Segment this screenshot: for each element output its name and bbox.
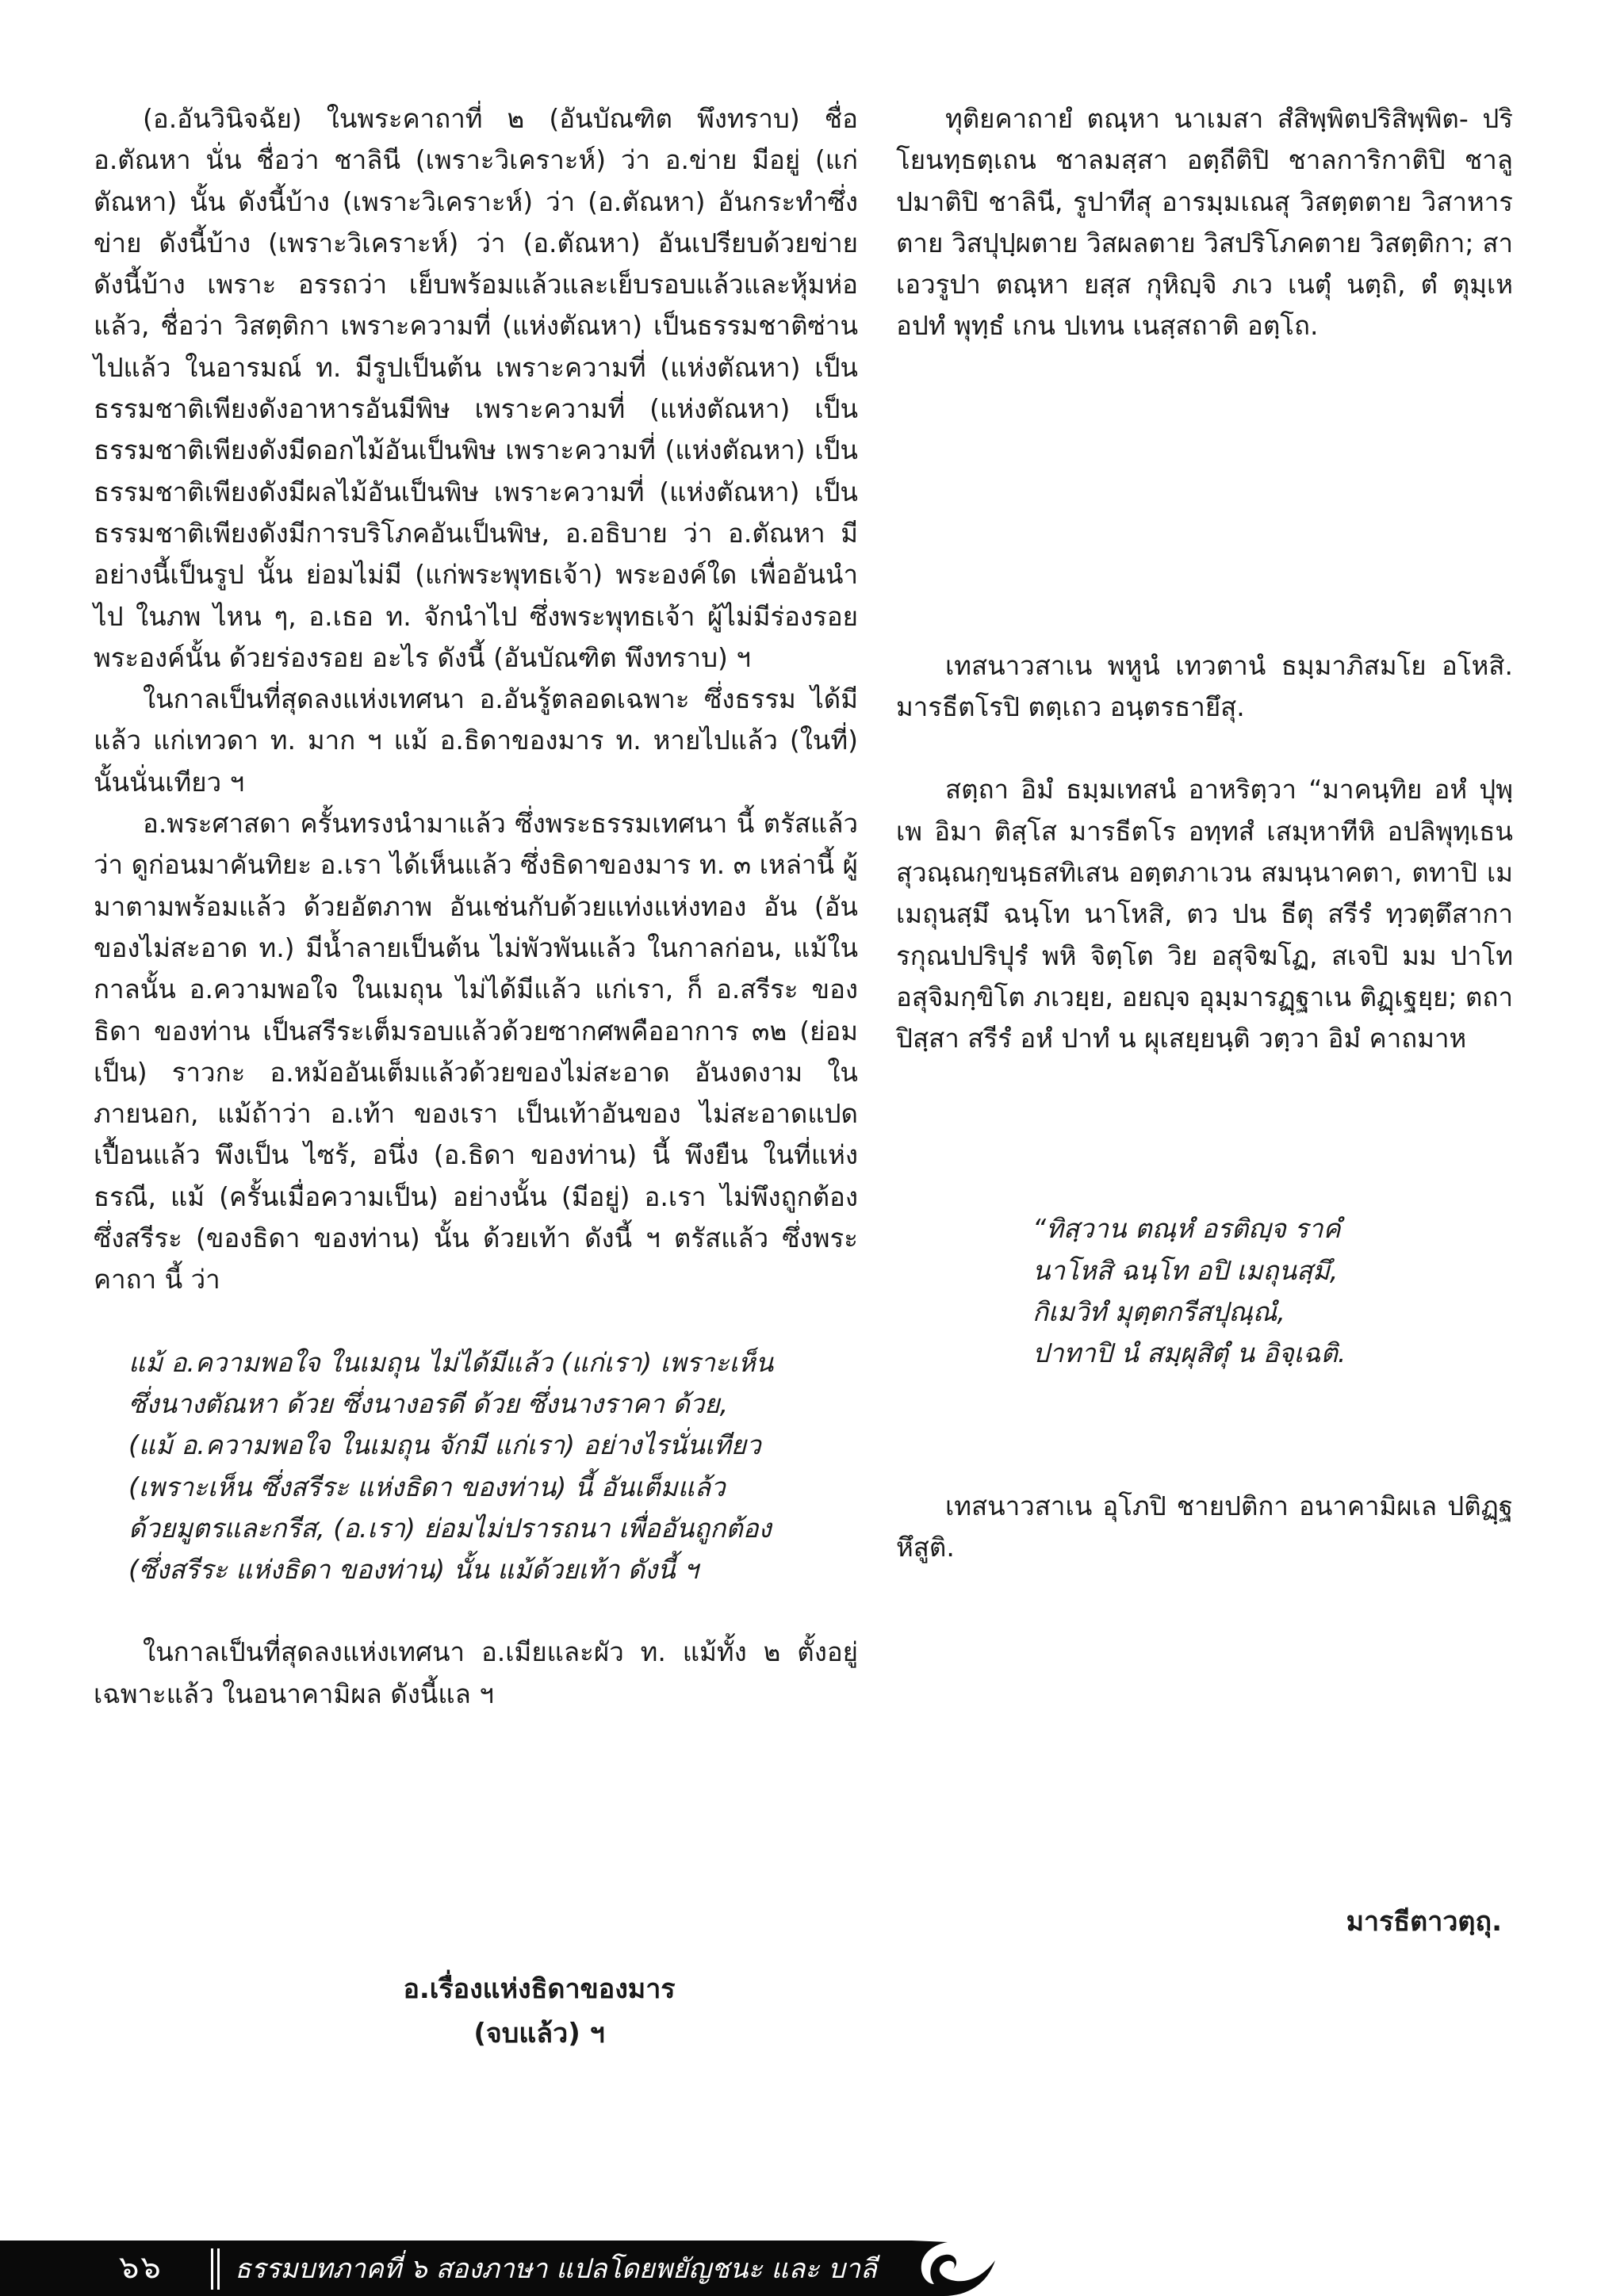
left-verse: แม้ อ.ความพอใจ ในเมถุน ไม่ได้มีแล้ว (แก่เรา) เพราะเห็น ซึ่งนางตัณหา ด้วย ซึ่งนางอรดี ด้วย ซึ่งนางราคา ด้วย, (แม้ อ.ความพอใจ ในเมถุน จักมี แก่เรา) อย่างไรนั่นเทียว (เพราะเห็น ซึ่งสรีระ แห่งธิดา ของท่าน) นี้ อันเต็มแล้ว ด้วยมูตรและกรีส, (อ.เรา) ย่อมไม่ปรารถนา เพื่ออันถูกต้อง (ซึ่งสรีระ แห่งธิดา ของท่าน) นั้น แม้ด้วยเท้า ดังนี้ ฯ <box>128 1346 774 1586</box>
flourish-ornament-icon <box>912 2241 999 2296</box>
spacer <box>94 1301 858 1342</box>
spacer <box>896 347 1513 645</box>
footer-divider <box>211 2248 213 2290</box>
left-paragraph-4: ในกาลเป็นที่สุดลงแห่งเทศนา อ.เมียและผัว ท. แม้ทั้ง ๒ ตั้งอยู่เฉพาะแล้ว ในอนาคามิผล ดังนี้แล ฯ <box>94 1636 858 1709</box>
right-paragraph-3: สตฺถา อิมํ ธมฺมเทสนํ อาหริตฺวา “มาคนฺทิย อหํ ปุพฺเพ อิมา ติสฺโส มารธีตโร อทฺทสํ เสมฺหาทีหิ อปลิพุทฺเธน สุวณฺณกฺขนฺธสทิเสน อตฺตภาเวน สมนฺนาคตา, ตทาปิ เม เมถุนสฺมึ ฉนฺโท นาโหสิ, ตว ปน ธีตุ สรีรํ ทฺวตฺตึสาการกุณปปริปุรํ พหิ จิตฺโต วิย อสุจิฆโฏ, สเจปิ มม ปาโท อสุจิมกฺขิโต ภเวยฺย, อยญฺจ อุมฺมารฏฺฐาเน ติฏฺเฐยฺย; ตถาปิสฺสา สรีรํ อหํ ปาทํ น ผุเสยฺยนฺติ วตฺวา อิมํ คาถมาห <box>896 774 1513 1054</box>
right-paragraph-4: เทสนาวสาเน อุโภปิ ชายปติกา อนาคามิผเล ปติฏฺฐหึสูติ. <box>896 1490 1513 1563</box>
spacer <box>896 728 1513 769</box>
story-end-title <box>94 1967 858 2056</box>
right-verse: “ทิสฺวาน ตณฺหํ อรติญฺจ ราคํ นาโหสิ ฉนฺโท อปิ เมถุนสฺมึ, กิเมวิทํ มุตฺตกรีสปุณฺณํ, ปาทาปิ นํ สมฺผุสิตุํ น อิจฺเฉติ. <box>1032 1213 1346 1369</box>
spacer <box>896 1375 1513 1486</box>
footer-bar <box>0 2241 912 2296</box>
page-number: ๖๖ <box>119 2249 163 2286</box>
pali-story-title: มารธีตาวตฺถุ. <box>1346 1906 1502 1938</box>
book-title: ธรรมบทภาคที่ ๖ สองภาษา แปลโดยพยัญชนะ และ บาลี <box>235 2253 877 2285</box>
spacer <box>896 1059 1513 1208</box>
left-paragraph-3: อ.พระศาสดา ครั้นทรงนำมาแล้ว ซึ่งพระธรรมเทศนา นี้ ตรัสแล้ว ว่า ดูก่อนมาคันทิยะ อ.เรา ได้เห็นแล้ว ซึ่งธิดาของมาร ท. ๓ เหล่านี้ ผู้มาตามพร้อมแล้ว ด้วยอัตภาพ อันเช่นกับด้วยแท่งแห่งทอง อัน (อันของไม่สะอาด ท.) มีน้ำลายเป็นต้น ไม่พัวพันแล้ว ในกาลก่อน, แม้ในกาลนั้น อ.ความพอใจ ในเมถุน ไม่ได้มีแล้ว แก่เรา, ก็ อ.สรีระ ของธิดา ของท่าน เป็นสรีระเต็มรอบแล้วด้วยซากศพคืออาการ ๓๒ (ย่อมเป็น) ราวกะ อ.หม้ออันเต็มแล้วด้วยของไม่สะอาด อันงดงาม ในภายนอก, แม้ถ้าว่า อ.เท้า ของเรา เป็นเท้าอันของ ไม่สะอาดแปดเปื้อนแล้ว พึงเป็น ไซร้, อนึ่ง (อ.ธิดา ของท่าน) นี้ พึงยืน ในที่แห่งธรณี, แม้ (ครั้นเมื่อความเป็น) อย่างนั้น (มีอยู่) อ.เรา ไม่พึงถูกต้อง ซึ่งสรีระ (ของธิดา ของท่าน) นั้น ด้วยเท้า ดังนี้ ฯ ตรัสแล้ว ซึ่งพระคาถา นี้ ว่า <box>94 808 858 1295</box>
spacer <box>94 1590 858 1632</box>
story-end-marker: (จบแล้ว) ฯ <box>473 2018 605 2049</box>
left-column <box>94 98 858 1715</box>
right-column <box>896 98 1513 1568</box>
right-paragraph-1: ทุติยคาถายํ ตณฺหา นาเมสา สํสิพฺพิตปริสิพฺพิต- ปริโยนทฺธตฺเถน ชาลมสฺสา อตฺถีติปิ ชาลการิกาติปิ ชาลูปมาติปิ ชาลินี, รูปาทีสุ อารมฺมเณสุ วิสตฺตตาย วิสาหารตาย วิสปุปฺผตาย วิสผลตาย วิสปริโภคตาย วิสตฺติกา; สา เอวรูปา ตณฺหา ยสฺส กุหิญฺจิ ภเว เนตุํ นตฺถิ, ตํ ตุมฺเห อปทํ พุทฺธํ เกน ปเทน เนสฺสถาติ อตฺโถ. <box>896 103 1513 342</box>
left-paragraph-2: ในกาลเป็นที่สุดลงแห่งเทศนา อ.อันรู้ตลอดเฉพาะ ซึ่งธรรม ได้มีแล้ว แก่เทวดา ท. มาก ฯ แม้ อ.ธิดาของมาร ท. หายไปแล้ว (ในที่) นั้นนั่นเทียว ฯ <box>94 683 858 798</box>
right-paragraph-2: เทสนาวสาเน พหูนํ เทวตานํ ธมฺมาภิสมโย อโหสิ. มารธีตโรปิ ตตฺเถว อนฺตรธายึสุ. <box>896 649 1513 723</box>
story-title: อ.เรื่องแห่งธิดาของมาร <box>403 1973 676 2005</box>
left-paragraph-1: (อ.อันวินิจฉัย) ในพระคาถาที่ ๒ (อันบัณฑิต พึงทราบ) ชื่อ อ.ตัณหา นั่น ชื่อว่า ชาลินี (เพราะวิเคราะห์) ว่า อ.ข่าย มีอยู่ (แก่ตัณหา) นั้น ดังนี้บ้าง (เพราะวิเคราะห์) ว่า (อ.ตัณหา) อันกระทำซึ่งข่าย ดังนี้บ้าง (เพราะวิเคราะห์) ว่า (อ.ตัณหา) อันเปรียบด้วยข่าย ดังนี้บ้าง เพราะ อรรถว่า เย็บพร้อมแล้วและเย็บรอบแล้วและหุ้มห่อแล้ว, ชื่อว่า วิสตฺติกา เพราะความที่ (แห่งตัณหา) เป็นธรรมชาติซ่านไปแล้ว ในอารมณ์ ท. มีรูปเป็นต้น เพราะความที่ (แห่งตัณหา) เป็น ธรรมชาติเพียงดังอาหารอันมีพิษ เพราะความที่ (แห่งตัณหา) เป็น ธรรมชาติเพียงดังมีดอกไม้อันเป็นพิษ เพราะความที่ (แห่งตัณหา) เป็น ธรรมชาติเพียงดังมีผลไม้อันเป็นพิษ เพราะความที่ (แห่งตัณหา) เป็นธรรมชาติเพียงดังมีการบริโภคอันเป็นพิษ, อ.อธิบาย ว่า อ.ตัณหา มีอย่างนี้เป็นรูป นั้น ย่อมไม่มี (แก่พระพุทธเจ้า) พระองค์ใด เพื่ออันนำไป ในภพ ไหน ๆ, อ.เธอ ท. จักนำไป ซึ่งพระพุทธเจ้า ผู้ไม่มีร่องรอย พระองค์นั้น ด้วยร่องรอย อะไร ดังนี้ (อันบัณฑิต พึงทราบ) ฯ <box>94 103 858 673</box>
footer-divider <box>217 2248 220 2290</box>
